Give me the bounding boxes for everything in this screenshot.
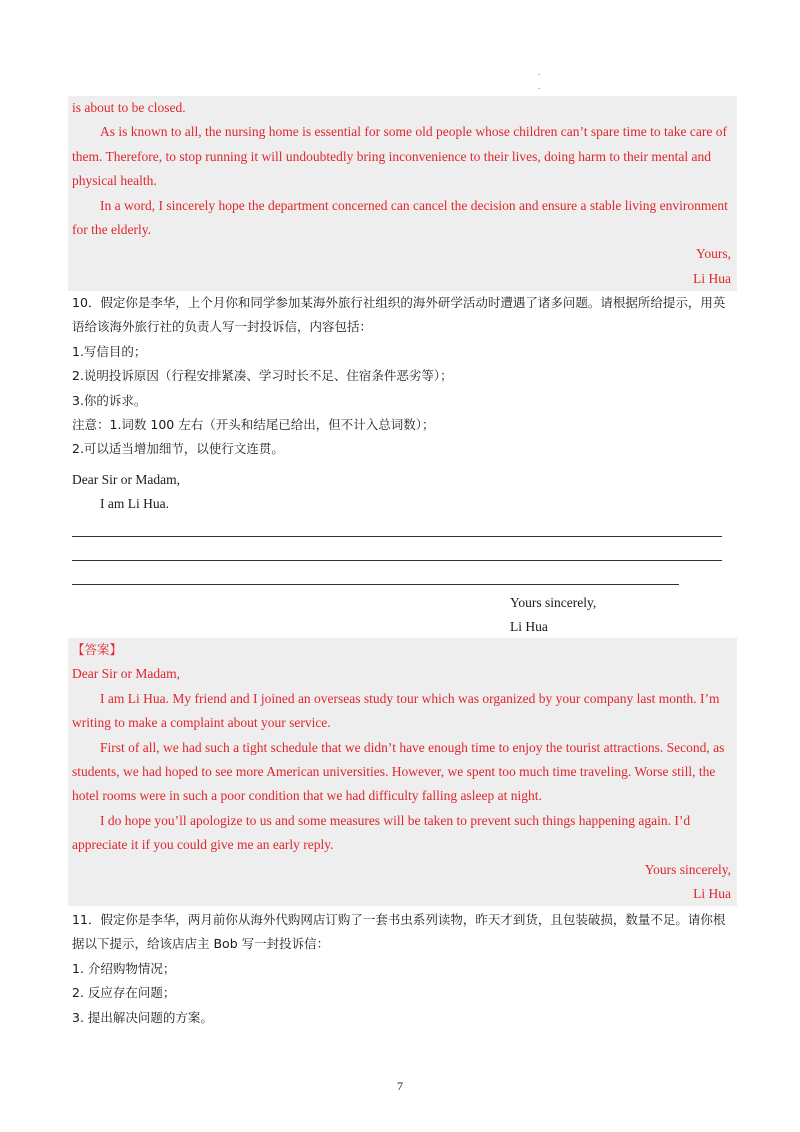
question-10-point: 3.你的诉求。 bbox=[72, 392, 147, 408]
answer-10-closing: Yours sincerely, bbox=[644, 861, 731, 877]
answer-10-signature: Li Hua bbox=[693, 886, 731, 902]
question-11 bbox=[72, 908, 730, 1030]
question-10 bbox=[72, 291, 730, 462]
writing-line bbox=[72, 584, 679, 585]
question-11-point: 2. 反应存在问题； bbox=[72, 985, 176, 1001]
question-10-opening: I am Li Hua. bbox=[100, 496, 169, 512]
question-10-note: 注意：1.词数 100 左右（开头和结尾已给出，但不计入总词数）； bbox=[72, 417, 435, 433]
answer-10-paragraph: First of all, we had such a tight schedule that we didn’t have enough time to enjoy the tourist attractions. Second, as students, we had hoped to see more American universities. However, we spent too much time traveling. Worse still, the hotel rooms were in such a poor condition that we had difficulty falling asleep at night. bbox=[72, 739, 725, 804]
answer-9-block bbox=[68, 96, 737, 291]
answer-9-closing: Yours, bbox=[695, 246, 731, 262]
answer-9-signature: Li Hua bbox=[693, 270, 731, 286]
answer-10-salutation: Dear Sir or Madam, bbox=[72, 666, 180, 682]
header-marks: . . bbox=[538, 67, 541, 92]
answer-10-paragraph: I am Li Hua. My friend and I joined an overseas study tour which was organized by your company last month. I’m writing to make a complaint about your service. bbox=[72, 690, 720, 731]
writing-line bbox=[72, 536, 722, 537]
answer-9-paragraph: In a word, I sincerely hope the department concerned can cancel the decision and ensure a stable living environment for the elderly. bbox=[72, 197, 728, 238]
question-10-point: 1.写信目的； bbox=[72, 343, 147, 359]
answer-10-block bbox=[68, 638, 737, 906]
writing-line bbox=[72, 560, 722, 561]
page-number: 7 bbox=[397, 1079, 403, 1093]
question-10-prompt: 10．假定你是李华，上个月你和同学参加某海外旅行社组织的海外研学活动时遭遇了诸多问题。请根据所给提示，用英语给该海外旅行社的负责人写一封投诉信，内容包括： bbox=[72, 295, 726, 335]
question-11-point: 1. 介绍购物情况； bbox=[72, 960, 176, 976]
answer-label: 【答案】 bbox=[72, 642, 123, 657]
answer-9-paragraph: As is known to all, the nursing home is essential for some old people whose children can’t spare time to take care of them. Therefore, to stop running it will undoubtedly bring inconvenience to their lives, doing harm to their mental and physical health. bbox=[72, 124, 727, 189]
question-10-sign-off bbox=[510, 591, 596, 640]
answer-9-line: is about to be closed. bbox=[72, 100, 186, 115]
question-10-note: 2.可以适当增加细节，以使行文连贯。 bbox=[72, 441, 284, 457]
question-10-point: 2.说明投诉原因（行程安排紧凑、学习时长不足、住宿条件恶劣等）； bbox=[72, 368, 453, 384]
question-10-signature: Li Hua bbox=[510, 619, 548, 635]
question-10-closing: Yours sincerely, bbox=[510, 595, 597, 610]
question-11-prompt: 11．假定你是李华，两月前你从海外代购网店订购了一套书虫系列读物，昨天才到货，且包装破损，数量不足。请你根据以下提示，给该店店主 Bob 写一封投诉信： bbox=[72, 912, 726, 952]
answer-10-paragraph: I do hope you’ll apologize to us and some measures will be taken to prevent such things happening again. I’d appreciate it if you could give me an early reply. bbox=[72, 812, 691, 853]
question-11-point: 3. 提出解决问题的方案。 bbox=[72, 1009, 213, 1025]
question-10-letter-start bbox=[72, 468, 730, 517]
question-10-salutation: Dear Sir or Madam, bbox=[72, 472, 180, 487]
